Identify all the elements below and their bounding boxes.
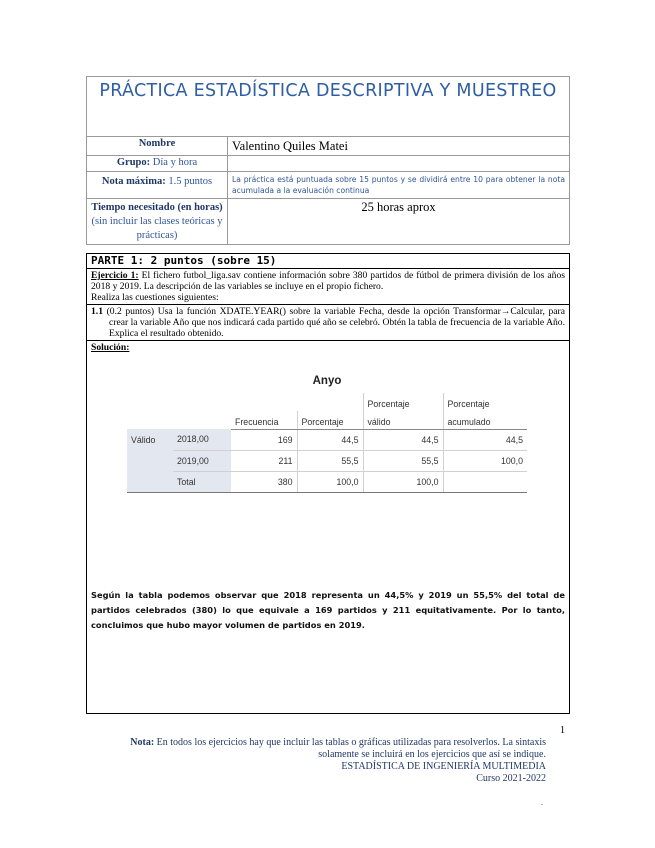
name-label: Nombre — [138, 138, 176, 149]
exercise-box — [86, 253, 570, 714]
page-number: 1 — [560, 725, 565, 736]
cell-valido: 44,5 — [363, 429, 443, 450]
cell-porcentaje: 55,5 — [297, 450, 363, 471]
cell-acumulado — [443, 471, 527, 492]
course-name: ESTADÍSTICA DE INGENIERÍA MULTIMEDIA — [341, 761, 546, 772]
cell-frecuencia: 211 — [231, 450, 297, 471]
table-row — [127, 450, 527, 471]
question-1-1 — [87, 304, 569, 341]
solution-label: Solución: — [91, 342, 130, 353]
time-label-cell — [87, 199, 228, 245]
exercise-label: Ejercicio 1: — [91, 270, 139, 281]
name-label-cell — [87, 137, 228, 156]
maxgrade-label: Nota máxima: — [101, 176, 166, 187]
table-row — [127, 429, 527, 450]
footer-note-label: Nota: — [130, 737, 155, 748]
footer-note-text: En todos los ejercicios hay que incluir las tablas o gráficas utilizadas para resolverlos. La sintaxis solamente se incluirá en los ejercicios que así se indique. — [154, 737, 546, 760]
frequency-table — [127, 375, 527, 493]
page-title: PRÁCTICA ESTADÍSTICA DESCRIPTIVA Y MUESTREO — [99, 81, 557, 101]
group-label: Grupo: — [116, 157, 151, 168]
time-label: Tiempo necesitado (en horas) — [91, 202, 223, 213]
footer — [90, 737, 546, 785]
row-label: 2019,00 — [173, 450, 231, 471]
cell-porcentaje: 100,0 — [297, 471, 363, 492]
cell-valido: 100,0 — [363, 471, 443, 492]
header-pa-bottom: acumulado — [443, 411, 527, 429]
title-cell — [87, 77, 570, 137]
cell-acumulado: 44,5 — [443, 429, 527, 450]
row-label: 2018,00 — [173, 429, 231, 450]
cell-frecuencia: 169 — [231, 429, 297, 450]
table-row — [127, 471, 527, 492]
group-label: Válido — [127, 429, 173, 492]
header-pv-bottom: válido — [363, 411, 443, 429]
cell-valido: 55,5 — [363, 450, 443, 471]
group-value-cell — [228, 156, 570, 172]
frequency-table-grid — [127, 393, 527, 493]
header-pv-top: Porcentaje — [363, 393, 443, 411]
cell-acumulado: 100,0 — [443, 450, 527, 471]
name-value: Valentino Quiles Matei — [228, 137, 570, 156]
question-text: (0.2 puntos) Usa la función XDATE.YEAR() sobre la variable Fecha, desde la opción Transformar→Calcular, para crear la variable Año que nos indicará cada partido qué año se celebró. Obtén la tabla de frecuencia de la variable Año. Explica el resultado obtenido. — [103, 306, 565, 339]
row-label: Total — [173, 471, 231, 492]
exercise-statement — [87, 269, 569, 304]
group-value: Día y hora — [152, 157, 198, 168]
maxgrade-note: La práctica está puntuada sobre 15 puntos y se dividirá entre 10 para obtener la nota acumulada a la evaluación continua — [228, 172, 570, 199]
answer-text: Según la tabla podemos observar que 2018 representa un 44,5% y 2019 un 55,5% del total de partidos celebrados (380) lo que equivale a 169 partidos y 211 equitativamente. Por lo tanto, concluimos que hubo mayor volumen de partidos en 2019. — [91, 590, 565, 630]
group-label-cell — [87, 156, 228, 172]
header-table — [86, 76, 570, 245]
trailing-mark: . — [541, 798, 543, 807]
time-sub: (sin incluir las clases teóricas y prácticas) — [91, 216, 223, 241]
cell-frecuencia: 380 — [231, 471, 297, 492]
frequency-table-title: Anyo — [312, 375, 342, 387]
time-value: 25 horas aprox — [228, 199, 570, 245]
course-year: Curso 2021-2022 — [476, 773, 546, 784]
header-porcentaje: Porcentaje — [297, 411, 363, 429]
exercise-text: El fichero futbol_liga.sav contiene información sobre 380 partidos de fútbol de primera división de los años 2018 y 2019. La descripción de las variables se incluye en el propio fichero. — [91, 270, 565, 292]
header-pa-top: Porcentaje — [443, 393, 527, 411]
cell-porcentaje: 44,5 — [297, 429, 363, 450]
question-number: 1.1 — [91, 306, 103, 317]
maxgrade-value: 1.5 puntos — [168, 176, 213, 187]
header-frecuencia: Frecuencia — [231, 411, 297, 429]
exercise-text-2: Realiza las cuestiones siguientes: — [91, 292, 219, 303]
part-title: PARTE 1: 2 puntos (sobre 15) — [87, 254, 569, 269]
footer-note — [90, 737, 546, 761]
maxgrade-label-cell — [87, 172, 228, 199]
